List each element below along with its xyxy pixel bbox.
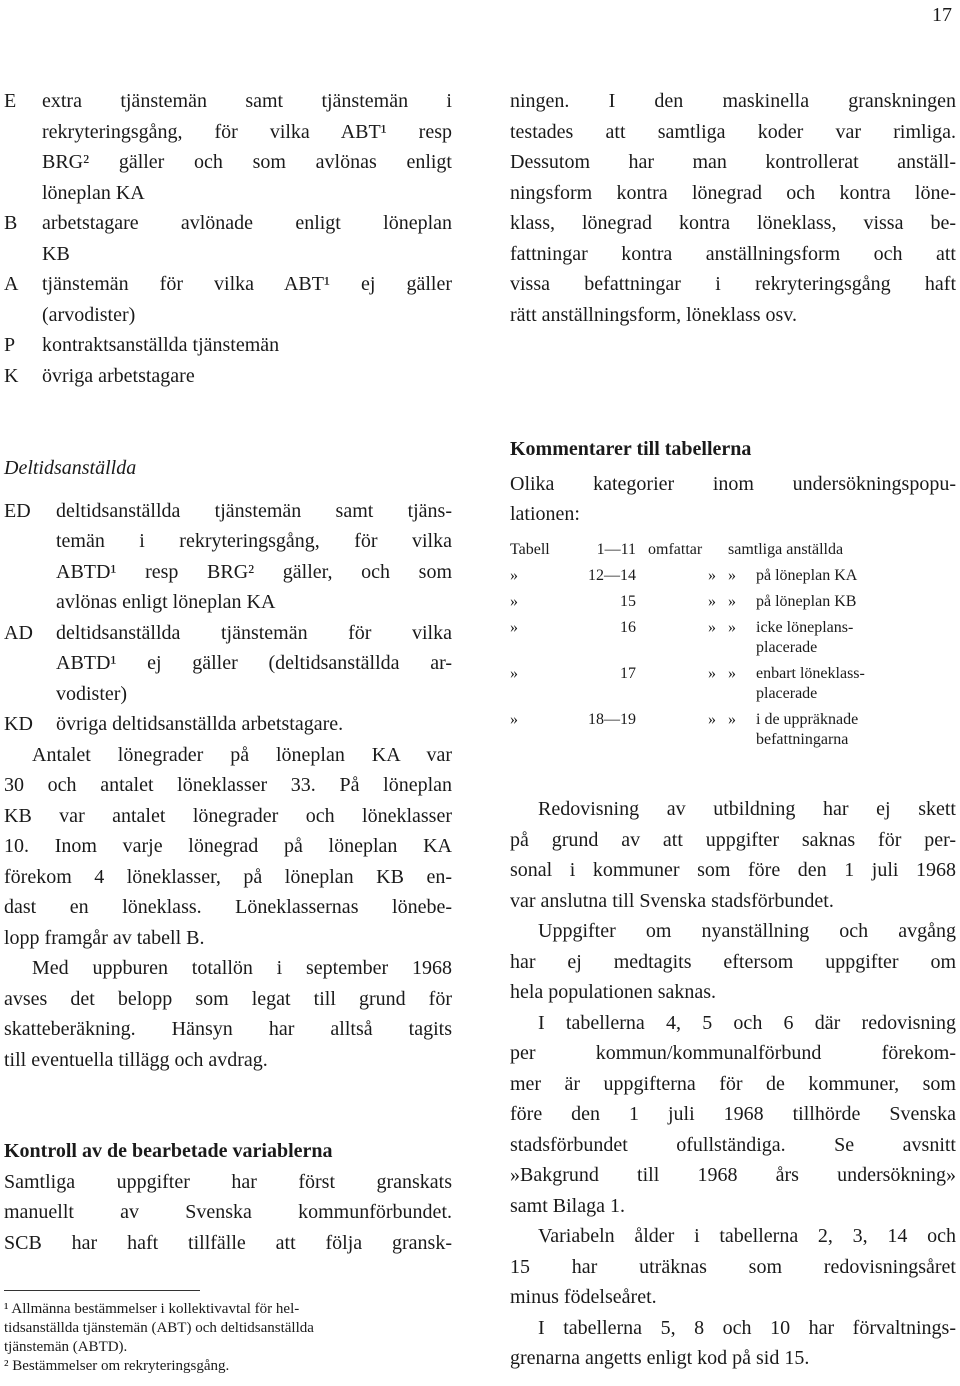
section-heading: Kontroll av de bearbetade variablerna <box>4 1140 333 1162</box>
paragraph <box>510 1221 956 1313</box>
definition-code: A <box>4 273 19 295</box>
text-line: rätt anställningsform, löneklass osv. <box>510 303 797 326</box>
text-line: (arvodister) <box>42 303 136 326</box>
text-line: 10. Inom varje lönegrad på löneplan KA <box>4 835 452 857</box>
text-line: Redovisning av utbildning har ej skett <box>538 798 956 820</box>
text-line: Med uppburen totallön i september 1968 <box>32 957 452 979</box>
text-line: Dessutom har man kontrollerat anställ- <box>510 151 956 173</box>
text-line: före den 1 juli 1968 tillhörde Svenska <box>510 1103 956 1125</box>
text-line: har ej medtagits eftersom uppgifter om <box>510 950 956 973</box>
text-line: deltidsanställda tjänstemän för vilka <box>56 621 452 644</box>
footnote-divider <box>4 1290 200 1291</box>
text-line: grenarna angetts enligt kod på sid 15. <box>510 1347 810 1369</box>
paragraph <box>4 740 452 954</box>
definition-code: K <box>4 364 19 387</box>
text-line: 30 och antalet löneklasser 33. På löneplan <box>4 774 452 796</box>
text-line: mer är uppgifterna för de kommuner, som <box>510 1072 956 1095</box>
text-line: ² Bestämmelser om rekryteringsgång. <box>4 1358 230 1374</box>
right-paragraphs <box>510 794 956 1374</box>
kontroll-section <box>4 1136 452 1258</box>
definition-item <box>4 496 452 618</box>
text-line: skatteberäkning. Hänsyn har alltså tagits <box>4 1018 452 1040</box>
text-line: ¹ Allmänna bestämmelser i kollektivavtal för hel- <box>4 1301 300 1317</box>
definition-code: E <box>4 90 17 112</box>
text-line: övriga deltidsanställda arbetstagare. <box>56 713 344 735</box>
table-row: » 12—14 » » på löneplan KA <box>510 566 858 584</box>
text-line: BRG² gäller och som avlönas enligt <box>42 151 452 173</box>
paragraph <box>510 916 956 1008</box>
text-line: var anslutna till Svenska stadsförbundet. <box>510 889 834 912</box>
table-row: » 17 » » enbart löneklass- placerade <box>510 664 865 702</box>
definition-code: B <box>4 212 18 234</box>
text-line: per kommun/kommunalförbund förekom- <box>510 1042 956 1064</box>
section-heading: Kommentarer till tabellerna <box>510 438 752 460</box>
footnote <box>4 1300 452 1357</box>
category-table <box>510 540 956 750</box>
paragraph <box>510 794 956 916</box>
definition-item <box>4 86 452 208</box>
definition-item <box>4 269 452 330</box>
page-number: 17 <box>932 4 952 26</box>
text-line: lopp framgår av tabell B. <box>4 926 205 949</box>
text-line: kontraktsanställda tjänstemän <box>42 334 280 356</box>
text-line: I tabellerna 5, 8 och 10 har förvaltnings- <box>538 1316 956 1339</box>
definition-item <box>4 361 452 392</box>
text-line: SCB har haft tillfälle att följa gransk- <box>4 1231 452 1254</box>
paragraph <box>510 86 956 330</box>
text-line: tjänstemän för vilka ABT¹ ej gäller <box>42 273 452 295</box>
text-line: lationen: <box>510 503 580 525</box>
text-line: förekom 4 löneklasser, på löneplan KB en- <box>4 865 452 888</box>
text-line: tidsanställda tjänstemän (ABT) och deltidsanställda <box>4 1320 314 1336</box>
text-line: löneplan KA <box>42 181 145 204</box>
table-row: » 18—19 » » i de uppräknade befattningarna <box>510 710 859 748</box>
text-line: Antalet lönegrader på löneplan KA var <box>32 743 452 766</box>
definition-item <box>4 618 452 710</box>
text-line: temän i rekryteringsgång, för vilka <box>56 530 452 552</box>
paragraph <box>4 953 452 1075</box>
text-line: testades att samtliga koder var rimliga. <box>510 120 956 143</box>
definition-code: P <box>4 334 16 356</box>
text-line: stadsförbundet ofullständiga. Se avsnitt <box>510 1133 956 1156</box>
text-line: klass, lönegrad kontra löneklass, vissa be- <box>510 212 956 234</box>
definition-code: ED <box>4 499 31 522</box>
text-line: dast en löneklass. Löneklassernas lönebe- <box>4 896 452 918</box>
text-line: manuellt av Svenska kommunförbundet. <box>4 1201 452 1223</box>
text-line: KB <box>42 242 70 265</box>
text-line: extra tjänstemän samt tjänstemän i <box>42 90 452 112</box>
section-heading: Deltidsanställda <box>4 457 137 479</box>
text-line: deltidsanställda tjänstemän samt tjäns- <box>56 499 452 522</box>
text-line: Variabeln ålder i tabellerna 2, 3, 14 och <box>538 1225 956 1247</box>
definition-item <box>4 709 452 740</box>
table-row: » 16 » » icke löneplans- placerade <box>510 618 854 656</box>
text-line: arbetstagare avlönade enligt löneplan <box>42 212 452 234</box>
text-line: Olika kategorier inom undersökningspopu- <box>510 472 956 495</box>
text-line: I tabellerna 4, 5 och 6 där redovisning <box>538 1011 956 1034</box>
text-line: samt Bilaga 1. <box>510 1194 625 1217</box>
text-line: tjänstemän (ABTD). <box>4 1339 128 1355</box>
text-line: minus födelseåret. <box>510 1286 657 1308</box>
text-line: fattningar kontra anställningsform och att <box>510 242 956 265</box>
table-row: » 15 » » på löneplan KB <box>510 592 857 610</box>
text-line: vodister) <box>56 682 128 705</box>
deltid-section <box>4 453 452 1075</box>
table-row: Tabell 1—11 omfattar samtliga anställda <box>510 540 844 558</box>
text-line: KB var antalet lönegrader och löneklasser <box>4 804 452 827</box>
text-line: ABTD¹ ej gäller (deltidsanställda ar- <box>56 652 452 674</box>
text-line: Uppgifter om nyanställning och avgång <box>538 920 956 942</box>
paragraph <box>510 1008 956 1222</box>
text-line: rekryteringsgång, för vilka ABT¹ resp <box>42 120 452 143</box>
paragraph <box>510 1313 956 1374</box>
definition-item <box>4 208 452 269</box>
definition-code: KD <box>4 713 33 735</box>
footnote <box>4 1357 452 1376</box>
definitions-block <box>4 86 452 391</box>
text-line: övriga arbetstagare <box>42 364 195 387</box>
kommentarer-section <box>510 434 956 756</box>
text-line: »Bakgrund till 1968 års undersökning» <box>510 1164 956 1186</box>
definition-item <box>4 330 452 361</box>
text-line: ABTD¹ resp BRG² gäller, och som <box>56 560 452 583</box>
text-line: till eventuella tillägg och avdrag. <box>4 1048 268 1071</box>
text-line: 15 har uträknas som redovisningsåret <box>510 1255 956 1278</box>
text-line: ningen. I den maskinella granskningen <box>510 90 956 112</box>
definition-code: AD <box>4 621 33 644</box>
text-line: sonal i kommuner som före den 1 juli 1968 <box>510 859 956 881</box>
text-line: hela populationen saknas. <box>510 981 717 1003</box>
text-line: ningsform kontra lönegrad och kontra löne- <box>510 181 956 204</box>
text-line: vissa befattningar i rekryteringsgång haft <box>510 273 956 295</box>
text-line: Samtliga uppgifter har först granskats <box>4 1170 452 1193</box>
footnotes <box>4 1300 452 1376</box>
text-line: avses det belopp som legat till grund för <box>4 987 452 1010</box>
text-line: på grund av att uppgifter saknas för per- <box>510 828 956 851</box>
text-line: avlönas enligt löneplan KA <box>56 591 276 613</box>
